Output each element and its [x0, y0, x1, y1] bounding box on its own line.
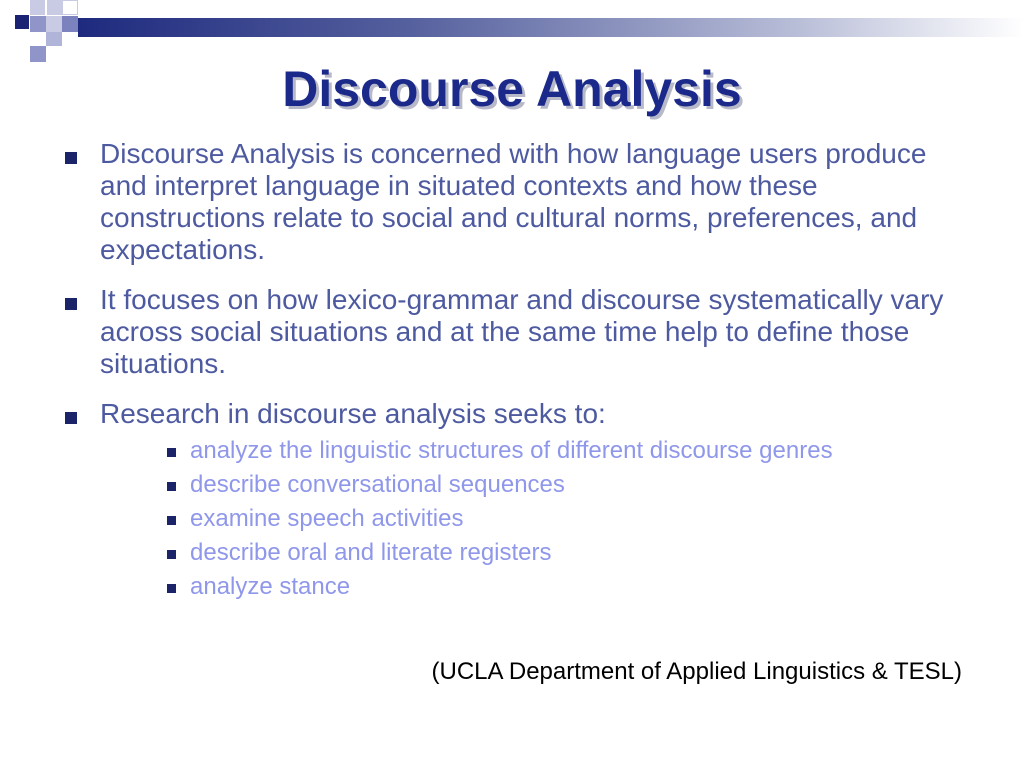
decor-square [15, 15, 29, 29]
square-bullet-icon [65, 412, 77, 424]
square-bullet-icon [167, 448, 176, 457]
sub-bullet-text: examine speech activities [190, 505, 464, 532]
square-bullet-icon [65, 298, 77, 310]
sub-bullet-text: analyze stance [190, 573, 351, 600]
square-bullet-icon [65, 152, 77, 164]
sub-bullet-item [165, 468, 960, 502]
decor-square [30, 0, 45, 15]
sub-bullet-item [165, 536, 960, 570]
decor-square [30, 46, 46, 62]
bullet-text: Research in discourse analysis seeks to: [100, 398, 606, 429]
decor-square [62, 16, 78, 32]
decor-square [47, 0, 62, 15]
bullet-list [60, 138, 960, 622]
square-bullet-icon [167, 550, 176, 559]
citation: (UCLA Department of Applied Linguistics & TESL) [431, 658, 962, 685]
bullet-item [60, 138, 960, 266]
square-bullet-icon [167, 516, 176, 525]
sub-bullet-item [165, 570, 960, 604]
bullet-item [60, 398, 960, 604]
sub-bullet-text: describe conversational sequences [190, 471, 565, 498]
bullet-text: Discourse Analysis is concerned with how language users produce and interpret language in situated contexts and how these constructions relate to social and cultural norms, preferences, and expectations. [100, 138, 927, 265]
decor-square [46, 16, 62, 32]
decor-square [30, 16, 46, 32]
sub-bullet-list [100, 434, 960, 604]
decor-square [46, 32, 62, 46]
bullet-text: It focuses on how lexico-grammar and discourse systematically vary across social situations and at the same time help to define those situations. [100, 284, 944, 379]
square-bullet-icon [167, 482, 176, 491]
bullet-item [60, 284, 960, 380]
sub-bullet-item [165, 434, 960, 468]
sub-bullet-text: analyze the linguistic structures of different discourse genres [190, 437, 833, 464]
decor-square [62, 0, 78, 15]
slide-title: Discourse Analysis [282, 61, 742, 117]
sub-bullet-item [165, 502, 960, 536]
square-bullet-icon [167, 584, 176, 593]
header-gradient-bar [78, 18, 1024, 37]
sub-bullet-text: describe oral and literate registers [190, 539, 552, 566]
